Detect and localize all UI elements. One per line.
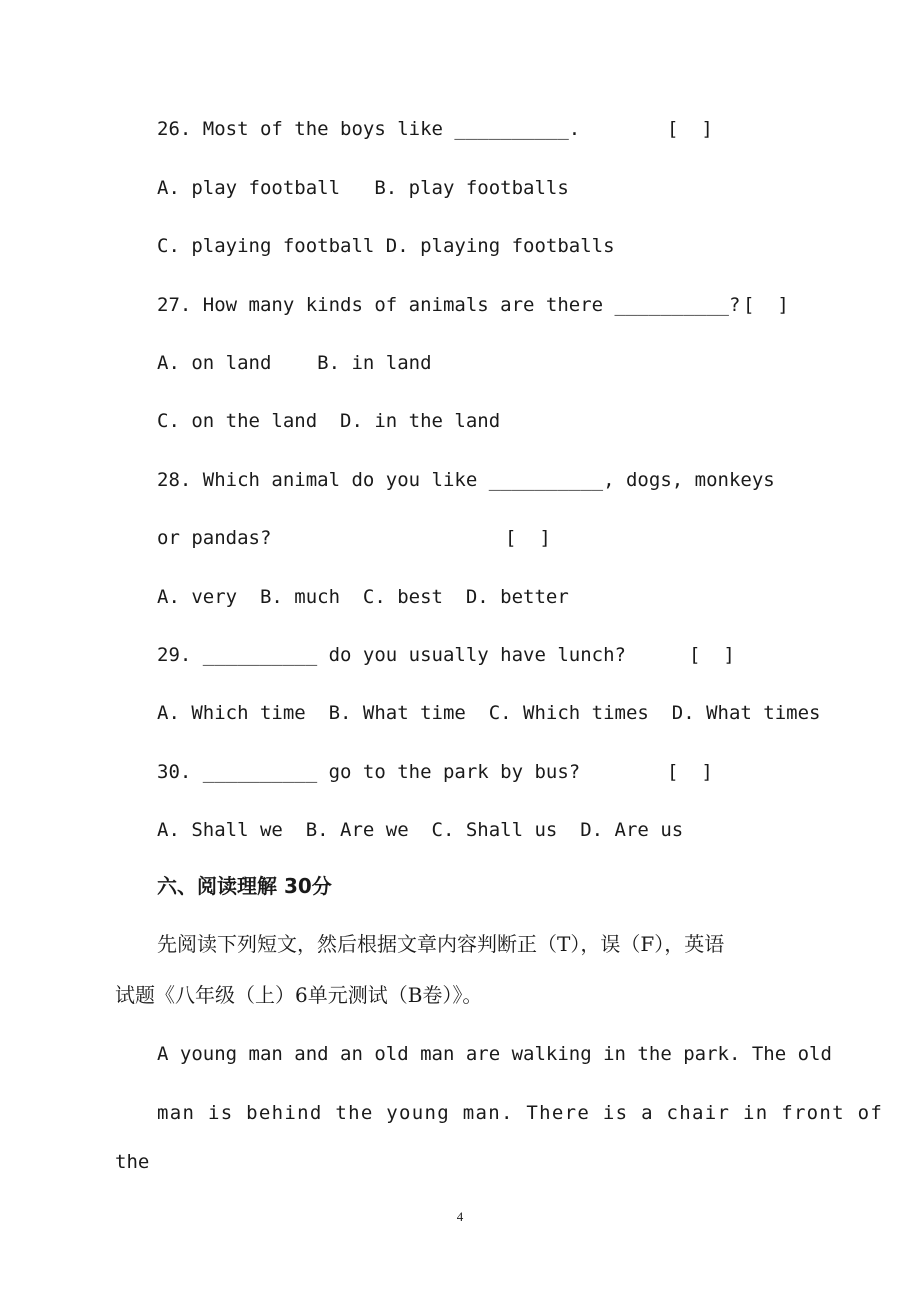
section-instruction-line1: 先阅读下列短文，然后根据文章内容判断正（T），误（F），英语 [157, 932, 725, 956]
question-28-options: A. very B. much C. best D. better [157, 586, 569, 608]
passage-line-3: the [115, 1151, 150, 1173]
question-30-stem: 30. __________ go to the park by bus? [157, 761, 581, 783]
question-30-answer-bracket: [ ] [667, 761, 713, 783]
question-26-stem: 26. Most of the boys like __________. [157, 118, 581, 140]
question-26-options-cd: C. playing football D. playing footballs [157, 235, 615, 257]
question-29-answer-bracket: [ ] [689, 644, 735, 666]
passage-line-1: A young man and an old man are walking in the park. The old [157, 1043, 832, 1065]
question-26-options-ab: A. play football B. play footballs [157, 177, 569, 199]
section-instruction-line2: 试题《八年级（上）6单元测试（B卷）》。 [115, 983, 483, 1007]
question-28-answer-bracket: [ ] [505, 527, 551, 549]
page-number: 4 [456, 1209, 464, 1224]
question-27-answer-bracket: [ ] [743, 294, 789, 316]
section-heading: 六、阅读理解 30分 [157, 874, 332, 898]
question-27-options-ab: A. on land B. in land [157, 352, 432, 374]
passage-line-2: man is behind the young man. There is a chair in front of [157, 1102, 884, 1124]
question-30-options: A. Shall we B. Are we C. Shall us D. Are us [157, 819, 684, 841]
question-26-answer-bracket: [ ] [667, 118, 713, 140]
question-28-stem-continued: or pandas? [157, 527, 272, 549]
question-29-options: A. Which time B. What time C. Which times D. What times [157, 702, 821, 724]
question-28-stem: 28. Which animal do you like __________, dogs, monkeys [157, 469, 775, 491]
question-27-options-cd: C. on the land D. in the land [157, 410, 501, 432]
question-29-stem: 29. __________ do you usually have lunch? [157, 644, 626, 666]
question-27-stem: 27. How many kinds of animals are there __________? [157, 294, 741, 316]
